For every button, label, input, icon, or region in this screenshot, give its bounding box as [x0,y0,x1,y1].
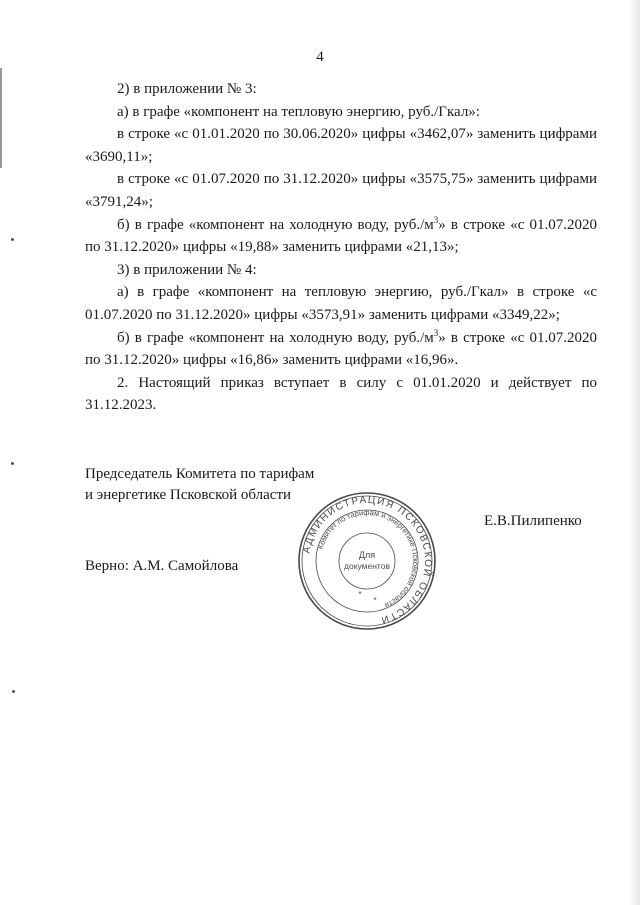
paragraph-text: » в строке «с 01.07.2020 по 31.12.2020» цифры «16,86» заменить цифрами «16,96». [85,329,597,369]
official-stamp [297,491,437,631]
stamp-center-line: документов [344,561,390,571]
superscript: 3 [433,327,439,338]
stamp-inner-text: Комитет по тарифам и энергетике Псковской области [315,507,421,611]
scan-edge-shadow [628,0,640,905]
paragraph: а) в графе «компонент на тепловую энергию, руб./Гкал»: [117,103,480,120]
paragraph: 2) в приложении № 3: [117,81,257,97]
superscript: 3 [433,214,439,225]
scan-speck [12,690,15,693]
scan-speck [11,238,14,241]
paragraph: а) в графе «компонент на тепловую энергию, руб./Гкал» в строке «с 01.07.2020 по 31.12.2020» цифры «3573,91» заменить цифрами «3349,22»; [85,284,597,323]
paragraph [85,327,597,372]
verified-by: Верно: А.М. Самойлова [85,558,239,574]
paragraph: в строке «с 01.07.2020 по 31.12.2020» цифры «3575,75» заменить цифрами «3791,24»; [85,171,597,210]
star-icon: * [373,596,377,605]
signatory-title-line: и энергетике Псковской области [85,487,292,503]
scan-margin-mark [0,68,2,168]
stamp-outer-text: АДМИНИСТРАЦИЯ ПСКОВСКОЙ ОБЛАСТИ [301,494,434,626]
signatory-title [85,464,314,506]
paragraph-text: » в строке «с 01.07.2020 по 31.12.2020» цифры «19,88» заменить цифрами «21,13»; [85,216,597,256]
paragraph-text: б) в графе «компонент на холодную воду, руб./м [117,216,434,233]
star-icon: * [358,590,362,599]
document-body [85,78,597,417]
paragraph: 3) в приложении № 4: [117,261,257,278]
signatory-name: Е.В.Пилипенко [484,513,582,529]
paragraph: 2. Настоящий приказ вступает в силу с 01.01.2020 и действует по 31.12.2023. [85,374,597,414]
scan-speck [11,462,14,465]
paragraph [85,214,597,259]
paragraph-text: б) в графе «компонент на холодную воду, руб./м [117,329,434,346]
page-number: 4 [316,49,324,65]
paragraph: в строке «с 01.01.2020 по 30.06.2020» цифры «3462,07» заменить цифрами «3690,11»; [85,126,597,165]
signatory-title-line: Председатель Комитета по тарифам [85,466,315,482]
stamp-center-line: Для [358,550,376,560]
